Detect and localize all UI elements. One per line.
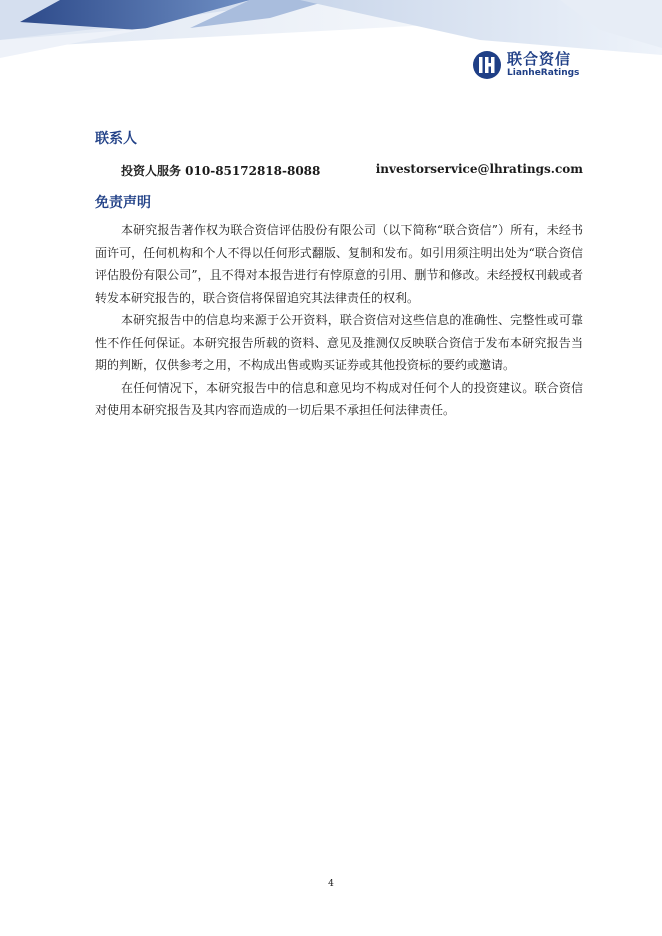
page-number: 4: [328, 879, 334, 889]
logo-name-cn: 联合资信: [507, 50, 572, 68]
contact-row: [121, 162, 583, 180]
disclaimer-body: [95, 219, 583, 422]
logo-name-en: LianheRatings: [507, 68, 580, 78]
contact-heading: 联系人: [95, 131, 137, 147]
disclaimer-paragraph-2: 本研究报告中的信息均来源于公开资料，联合资信对这些信息的准确性、完整性或可靠性不作任何保证。本研究报告所载的资料、意见及推测仅反映联合资信于发布本研究报告当期的判断，仅供参考之用，不构成出售或购买证券或其他投资标的要约或邀请。: [95, 313, 583, 372]
disclaimer-paragraph-1: 本研究报告著作权为联合资信评估股份有限公司（以下简称“联合资信”）所有，未经书面许可，任何机构和个人不得以任何形式翻版、复制和发布。如引用须注明出处为“联合资信评估股份有限公司”，且不得对本报告进行有悖原意的引用、删节和修改。未经授权刊载或者转发本研究报告的，联合资信将保留追究其法律责任的权利。: [95, 223, 583, 305]
investor-service-phone: 投资人服务 010-85172818-8088: [121, 164, 321, 178]
disclaimer-paragraph-3: 在任何情况下，本研究报告中的信息和意见均不构成对任何个人的投资建议。联合资信对使用本研究报告及其内容而造成的一切后果不承担任何法律责任。: [95, 380, 583, 417]
contact-email[interactable]: investorservice@lhratings.com: [375, 162, 583, 176]
disclaimer-heading: 免责声明: [95, 195, 151, 211]
company-logo: [472, 50, 579, 80]
lianhe-logo-icon: [472, 50, 502, 80]
